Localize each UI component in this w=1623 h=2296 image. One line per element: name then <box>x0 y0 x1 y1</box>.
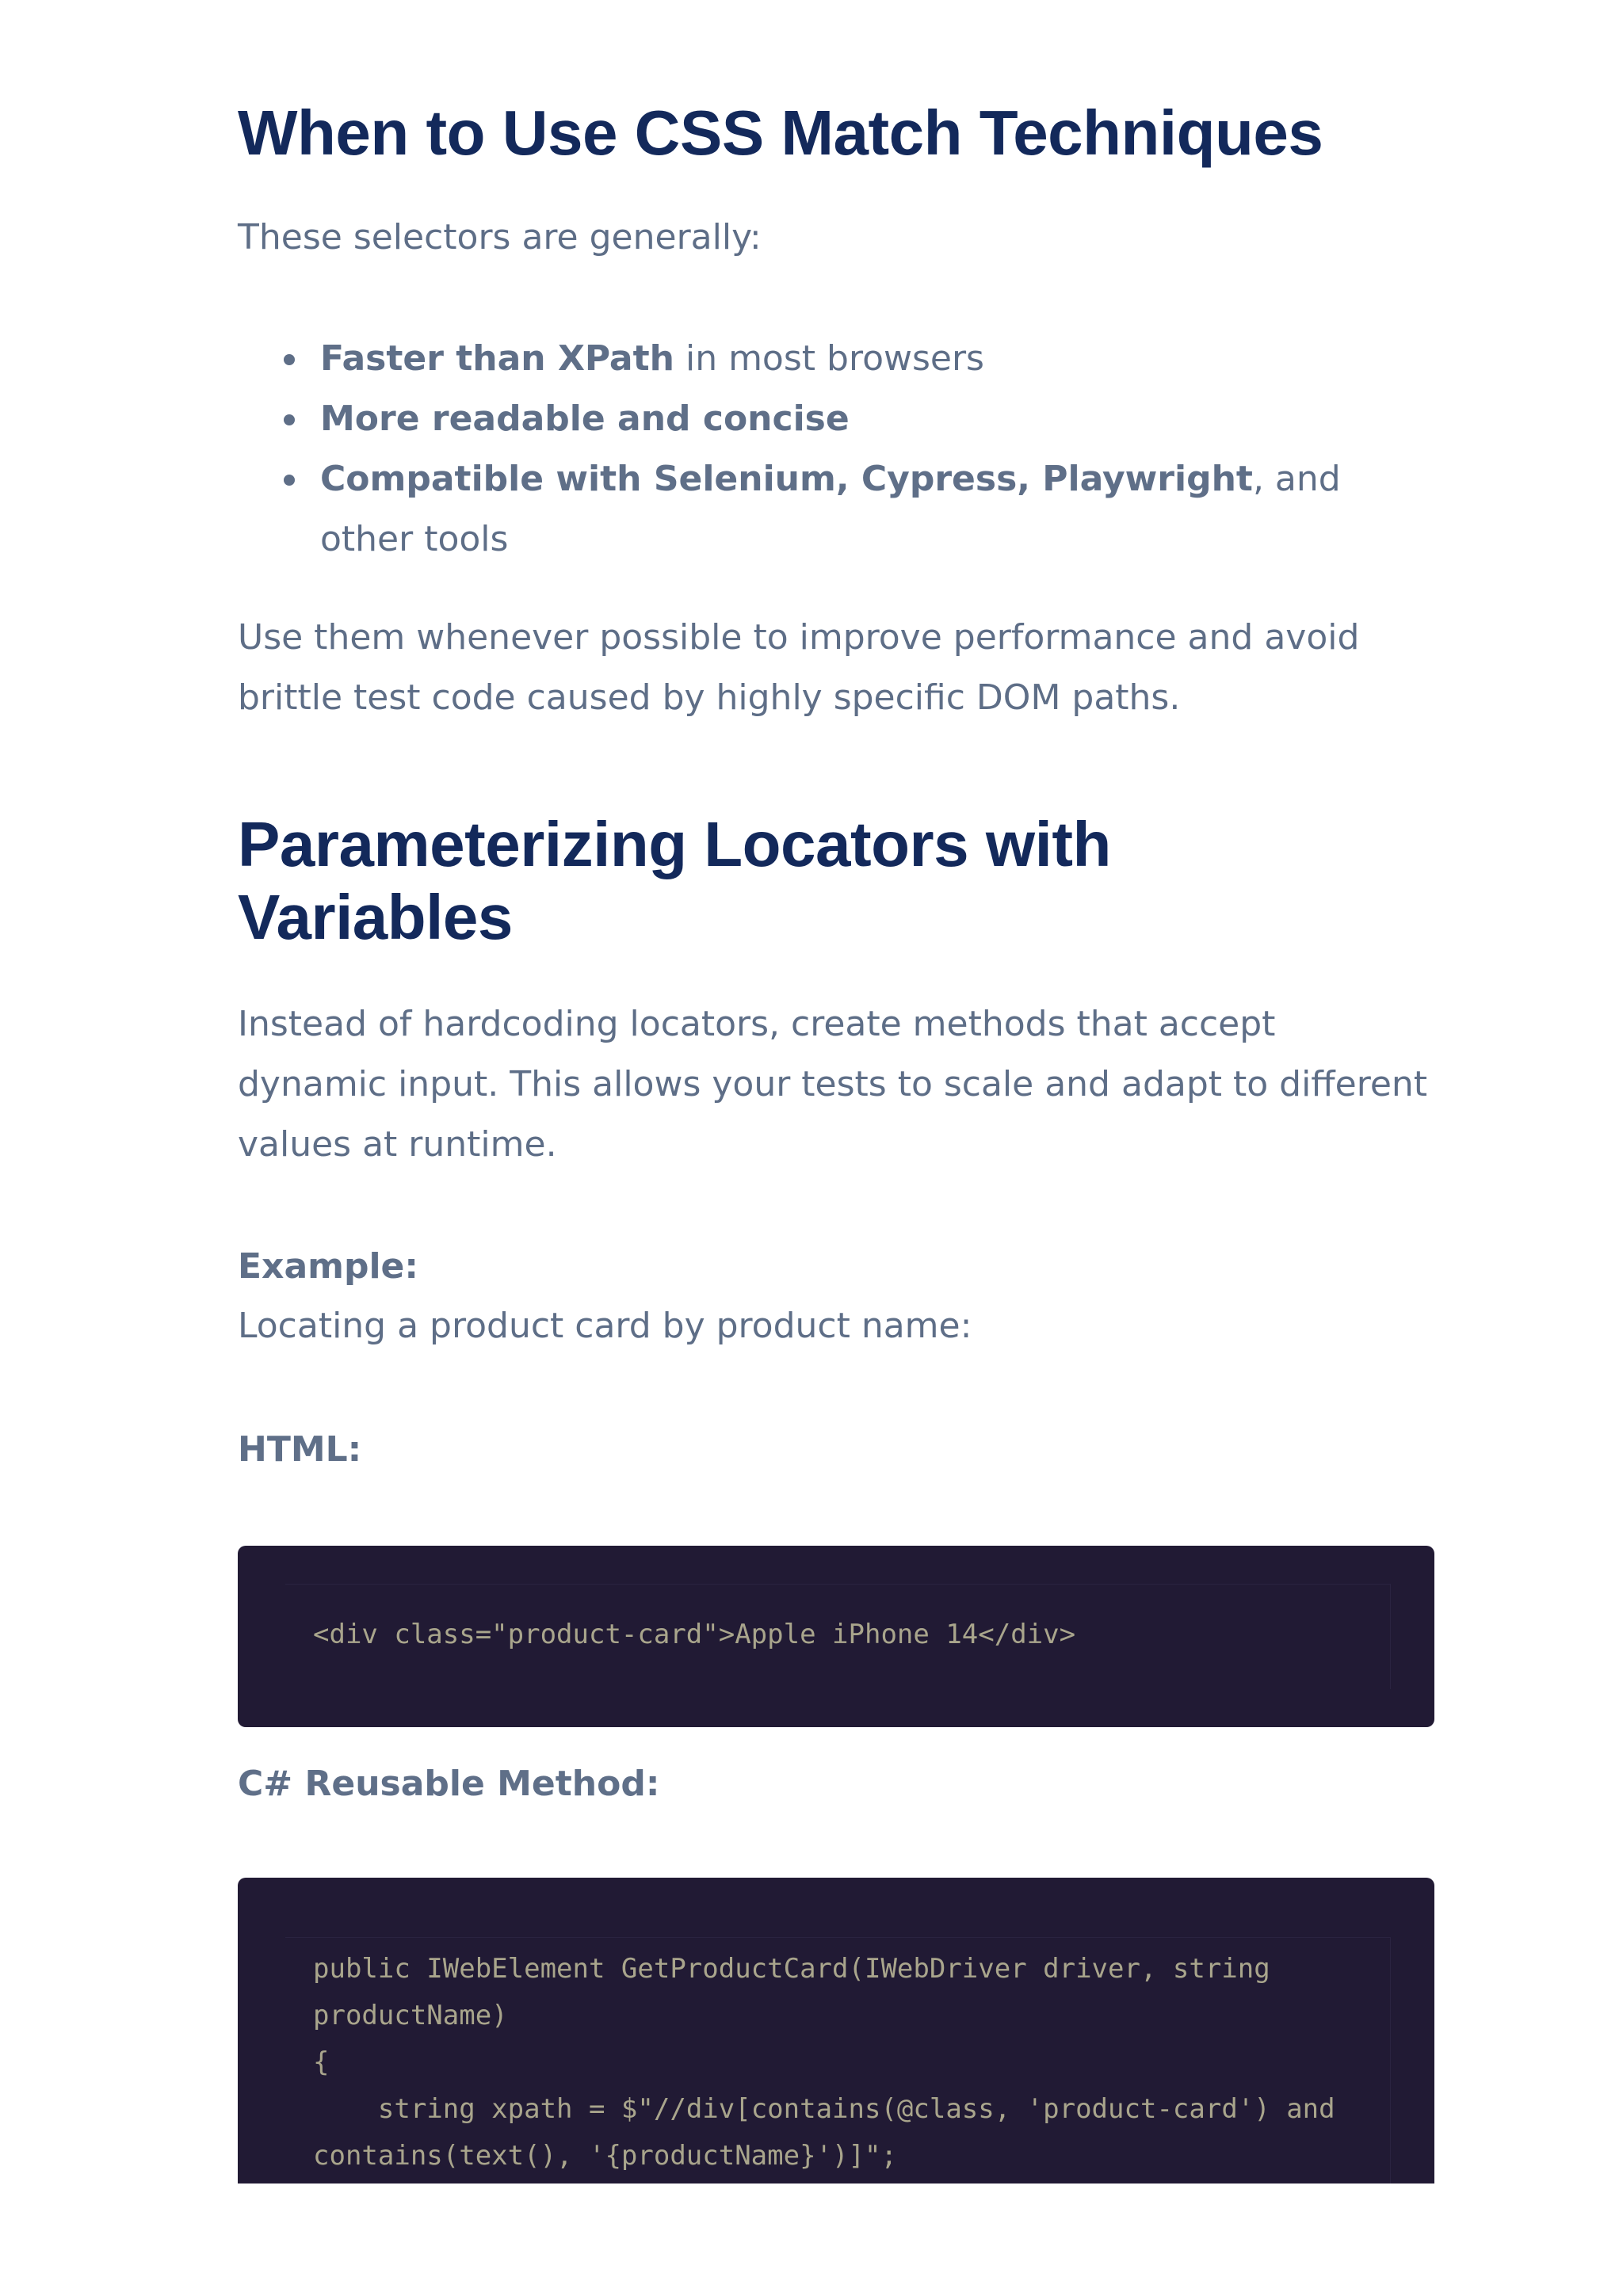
benefits-list <box>238 329 1434 570</box>
csharp-code-block <box>238 1878 1434 2183</box>
bullet-bold-text: More readable and concise <box>320 399 850 439</box>
section-heading-parameterizing: Parameterizing Locators with Variables <box>238 809 1111 952</box>
list-item <box>320 449 1366 570</box>
bullet-text: , and other tools <box>320 459 1341 559</box>
bullet-text: in most browsers <box>674 338 984 379</box>
bullet-bold-text: Compatible with Selenium, Cypress, Playwright <box>320 459 1253 499</box>
bullet-bold-text: Faster than XPath <box>320 338 674 379</box>
list-item <box>320 329 1434 389</box>
csharp-code: public IWebElement GetProductCard(IWebDriver driver, string productName) { string xpath = $"//div[contains(@class, 'product-card') and contains(text(), '{productName}')]"; <box>313 1953 1335 2172</box>
section2-intro-paragraph: Instead of hardcoding locators, create methods that accept dynamic input. This allows your tests to scale and adapt to different values at runtime. <box>238 1004 1428 1165</box>
closing-paragraph: Use them whenever possible to improve performance and avoid brittle test code caused by highly specific DOM paths. <box>238 617 1360 718</box>
example-text: Locating a product card by product name: <box>238 1306 972 1346</box>
intro-paragraph: These selectors are generally: <box>238 217 762 257</box>
list-item <box>320 389 1434 449</box>
section-heading-css-match: When to Use CSS Match Techniques <box>238 97 1323 168</box>
html-code-block <box>238 1546 1434 1727</box>
example-label: Example: <box>238 1246 418 1287</box>
csharp-label: C# Reusable Method: <box>238 1764 660 1804</box>
html-code: <div class="product-card">Apple iPhone 14</div> <box>313 1619 1076 1650</box>
html-label: HTML: <box>238 1429 362 1470</box>
